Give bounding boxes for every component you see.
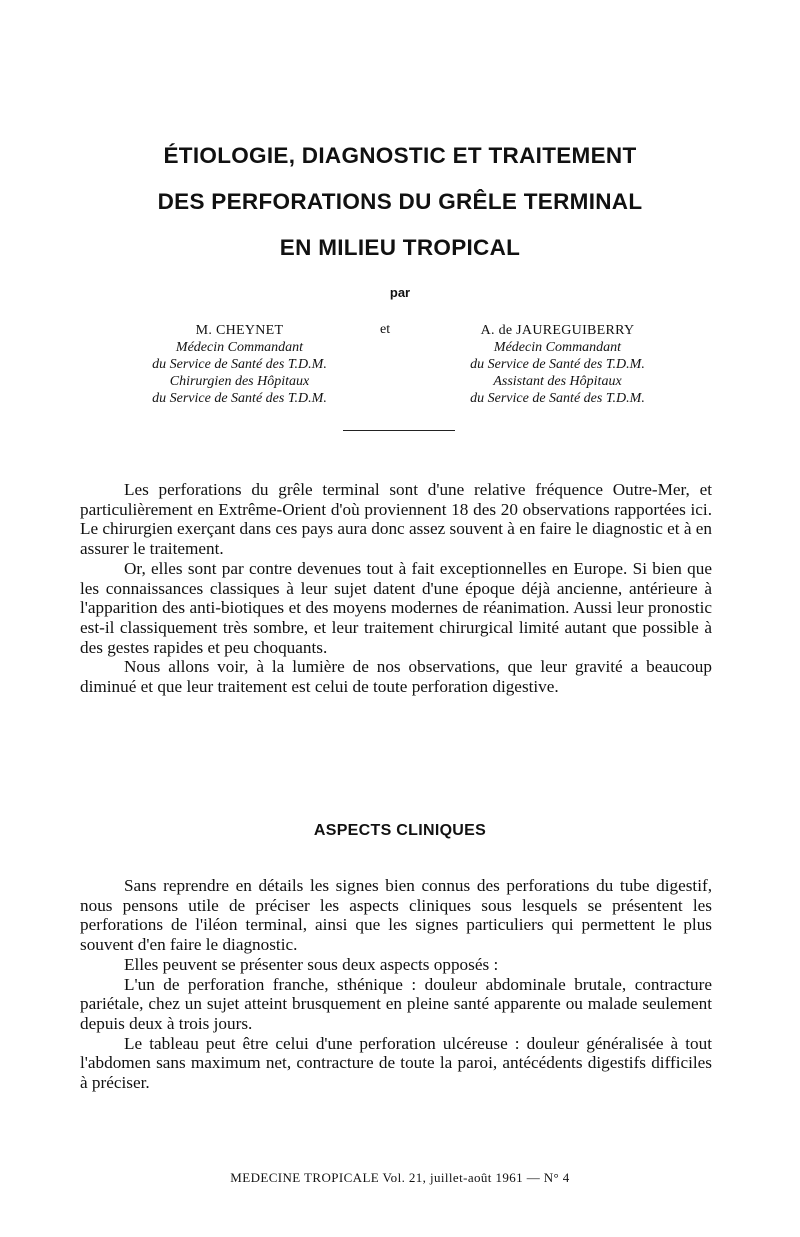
author-role: Médecin Commandant xyxy=(493,340,622,355)
byline-par: par xyxy=(389,285,411,300)
author-role: Médecin Commandant xyxy=(175,340,304,355)
separator-rule xyxy=(343,430,455,431)
author-role: du Service de Santé des T.D.M. xyxy=(470,357,645,372)
journal-footer: MEDECINE TROPICALE Vol. 21, juillet-août 1961 — N° 4 xyxy=(230,1170,570,1185)
body-paragraph: Le tableau peut être celui d'une perforation ulcéreuse : douleur généralisée à tout l'abdomen sans maximum net, contracture de toute la paroi, antécédents digestifs difficiles à préciser. xyxy=(80,1033,712,1093)
body-paragraph: Les perforations du grêle terminal sont d'une relative fréquence Outre-Mer, et particulièrement en Extrême-Orient d'où proviennent 18 des 20 observations rapportées ici. Le chirurgien exerçant dans ces pays aura donc assez souvent à en faire le diagnostic et à en assurer le traitement. xyxy=(80,480,713,559)
section-heading: ASPECTS CLINIQUES xyxy=(313,822,487,839)
author-role: Assistant des Hôpitaux xyxy=(493,374,622,389)
body-paragraph: Elles peuvent se présenter sous deux aspects opposés : xyxy=(124,954,499,974)
author-block-right xyxy=(430,322,685,407)
article-title-line-3: EN MILIEU TROPICAL xyxy=(279,235,521,260)
author-conjunction: et xyxy=(380,322,391,337)
body-paragraph: Sans reprendre en détails les signes bien connus des perforations du tube digestif, nous pensons utile de préciser les aspects cliniques sous lesquels se présentent les perforations de l'iléon terminal, ainsi que les signes particuliers qui permettent le plus souvent d'en faire le diagnostic. xyxy=(80,876,712,955)
author-role: du Service de Santé des T.D.M. xyxy=(152,391,327,406)
body-paragraph: L'un de perforation franche, sthénique : douleur abdominale brutale, contracture pariétale, chez un sujet atteint brusquement en pleine santé apparente ou malade seulement depuis deux à trois jours. xyxy=(80,974,712,1033)
article-title-line-1: ÉTIOLOGIE, DIAGNOSTIC ET TRAITEMENT xyxy=(163,143,637,168)
body-paragraph: Nous allons voir, à la lumière de nos observations, que leur gravité a beaucoup diminué et que leur traitement est celui de toute perforation digestive. xyxy=(80,657,712,697)
author-role: du Service de Santé des T.D.M. xyxy=(470,391,645,406)
section-body xyxy=(80,876,712,1093)
article-title-line-2: DES PERFORATIONS DU GRÊLE TERMINAL xyxy=(157,189,643,214)
author-role: Chirurgien des Hôpitaux xyxy=(169,374,310,389)
author-name: A. de JAUREGUIBERRY xyxy=(480,323,635,338)
author-role: du Service de Santé des T.D.M. xyxy=(152,357,327,372)
author-name: M. CHEYNET xyxy=(195,323,284,338)
introduction xyxy=(80,480,712,697)
author-block-left xyxy=(112,322,367,407)
body-paragraph: Or, elles sont par contre devenues tout à fait exceptionnelles en Europe. Si bien que les connaissances classiques à leur sujet datent d'une époque déjà ancienne, antérieure à l'apparition des anti-biotiques et des moyens modernes de réanimation. Aussi leur pronostic est-il classiquement très sombre, et leur traitement chirurgical limité autant que possible à des gestes rapides et peu choquants. xyxy=(80,558,712,657)
